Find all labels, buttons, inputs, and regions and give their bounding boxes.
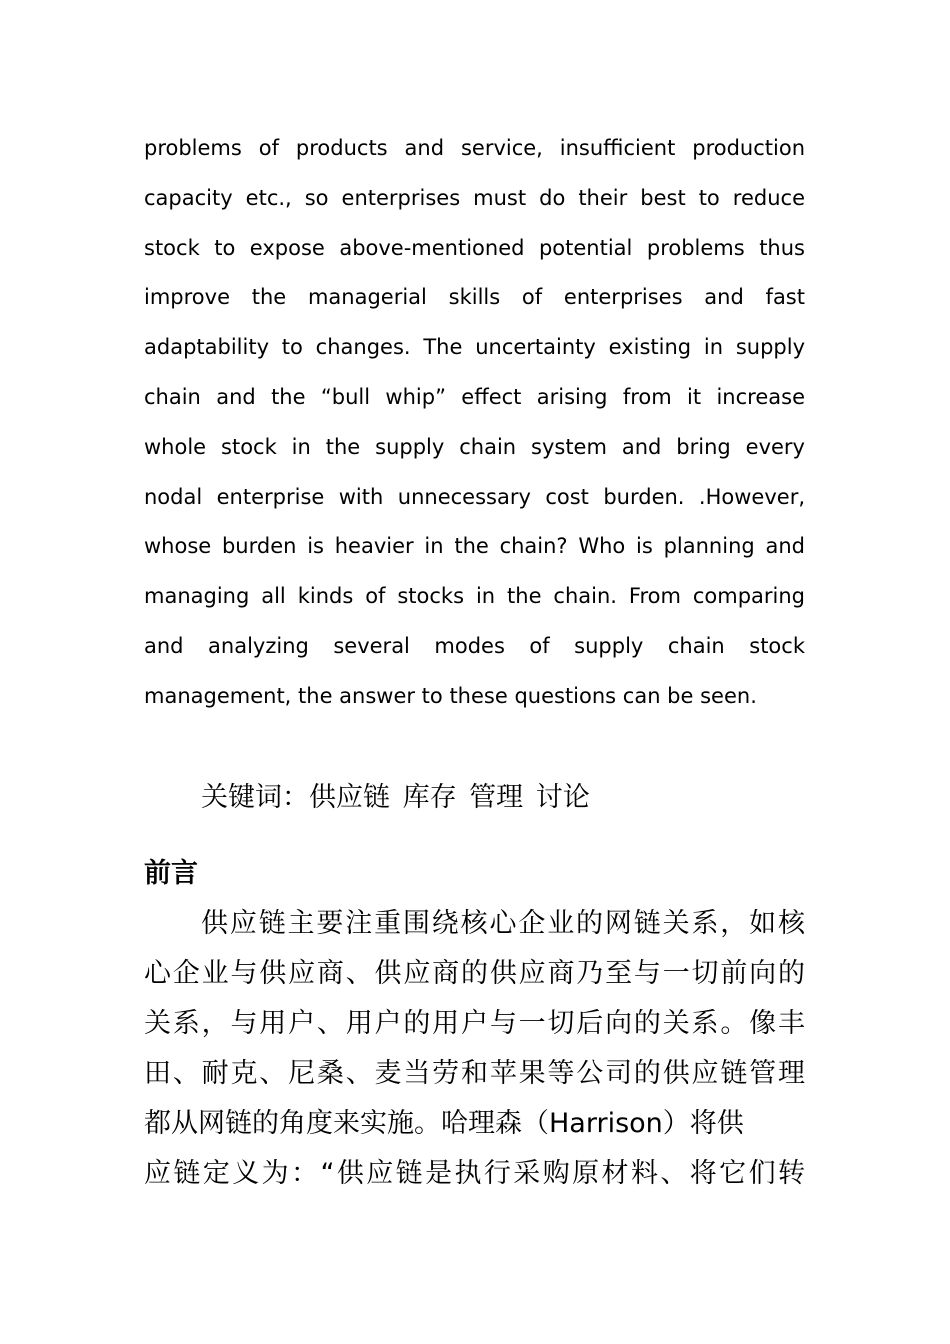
abstract-paragraph bbox=[144, 124, 805, 722]
keywords-line: 关键词：供应链 库存 管理 讨论 bbox=[201, 782, 590, 813]
body-line: 供应链主要注重围绕核心企业的网链关系，如核 bbox=[201, 908, 805, 939]
body-paragraph bbox=[144, 899, 805, 1199]
body-line: 都从网链的角度来实施。哈理森（Harrison）将供 bbox=[144, 1108, 744, 1139]
abstract-line: capacity etc., so enterprises must do their best to reduce bbox=[144, 185, 805, 210]
body-line: 心企业与供应商、供应商的供应商乃至与一切前向的 bbox=[144, 958, 805, 989]
abstract-line: management, the answer to these questions can be seen. bbox=[144, 683, 757, 708]
abstract-line: stock to expose above-mentioned potential problems thus bbox=[144, 235, 805, 260]
body-line: 田、耐克、尼桑、麦当劳和苹果等公司的供应链管理 bbox=[144, 1058, 805, 1089]
abstract-line: problems of products and service, insufficient production bbox=[144, 136, 805, 160]
abstract-line: managing all kinds of stocks in the chain. From comparing bbox=[144, 584, 805, 609]
abstract-line: whole stock in the supply chain system and bring every bbox=[144, 434, 805, 459]
abstract-line: and analyzing several modes of supply chain stock bbox=[144, 633, 805, 658]
body-line: 关系，与用户、用户的用户与一切后向的关系。像丰 bbox=[144, 1008, 805, 1039]
body-line: 应链定义为：“供应链是执行采购原材料、将它们转 bbox=[144, 1158, 805, 1189]
section-heading: 前言 bbox=[144, 858, 198, 889]
abstract-line: adaptability to changes. The uncertainty existing in supply bbox=[144, 335, 805, 360]
abstract-line: whose burden is heavier in the chain? Who is planning and bbox=[144, 534, 805, 559]
abstract-line: nodal enterprise with unnecessary cost burden. .However, bbox=[144, 484, 805, 509]
abstract-line: chain and the “bull whip” effect arising from it increase bbox=[144, 384, 805, 409]
abstract-line: improve the managerial skills of enterprises and fast bbox=[144, 285, 805, 310]
